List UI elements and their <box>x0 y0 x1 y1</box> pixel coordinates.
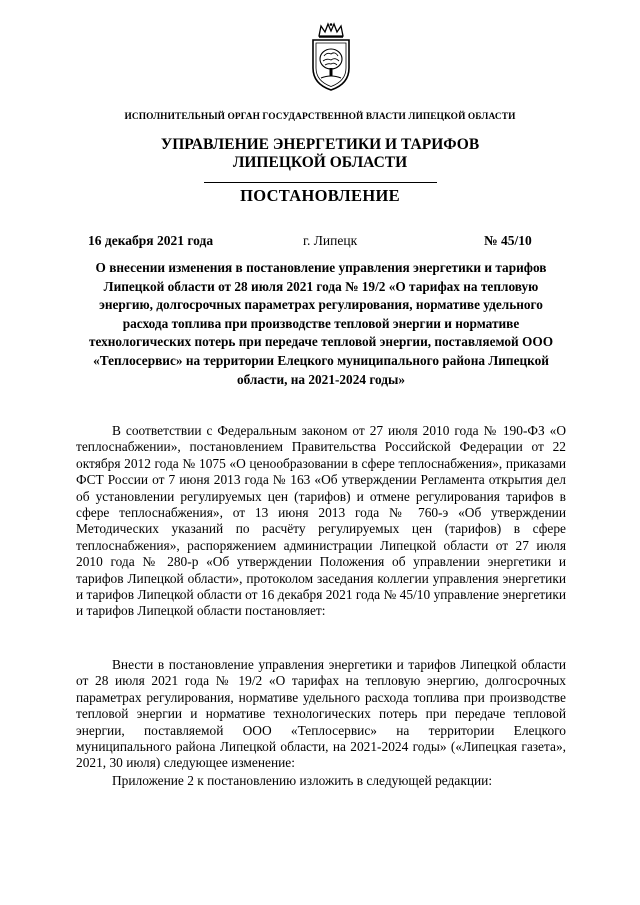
agency-name-line-1: УПРАВЛЕНИЕ ЭНЕРГЕТИКИ И ТАРИФОВ <box>160 136 480 153</box>
paragraph-legal-basis: В соответствии с Федеральным законом от 27 июля 2010 года № 190-ФЗ «О теплоснабжении», постановлением Правительства Российской Федерации от 22 октября 2012 года № 1075 «О ценообразовании в сфере теплоснабжения», приказами ФСТ России от 7 июня 2013 года № 163 «Об утверждении Регламента открытия дел об установлении регулируемых цен (тарифов) и отмене регулирования тарифов в сфере теплоснабжения», от 13 июня 2013 года № 760-э «Об утверждении Методических указаний по расчёту регулируемых цен (тарифов) в сфере теплоснабжения», распоряжением администрации Липецкой области от 27 июля 2010 года № 280-р «Об утверждении Положения об управлении энергетики и тарифов Липецкой области», протоколом заседания коллегии управления энергетики и тарифов Липецкой области от 16 декабря 2021 года № 45/10 управление энергетики и тарифов Липецкой области постановляет: <box>76 423 566 619</box>
header-divider <box>204 182 437 183</box>
coat-of-arms-icon <box>307 22 355 92</box>
agency-name-line-2: ЛИПЕЦКОЙ ОБЛАСТИ <box>232 154 408 171</box>
document-date: 16 декабря 2021 года <box>88 233 214 248</box>
document-city: г. Липецк <box>303 233 358 248</box>
paragraph-appendix-note: Приложение 2 к постановлению изложить в следующей редакции: <box>112 773 493 788</box>
document-number: № 45/10 <box>484 233 532 248</box>
document-subject: О внесении изменения в постановление управления энергетики и тарифов Липецкой области от 28 июля 2021 года № 19/2 «О тарифах на тепловую энергию, долгосрочных параметрах регулирования, нормативе удельного расхода топлива при производстве тепловой энергии и нормативе технологических потерь при передаче тепловой энергии, поставляемой ООО «Теплосервис» на территории Елецкого муниципального района Липецкой области, на 2021-2024 годы» <box>88 260 554 387</box>
document-type-title: ПОСТАНОВЛЕНИЕ <box>240 186 400 205</box>
paragraph-amendment: Внести в постановление управления энергетики и тарифов Липецкой области от 28 июля 2021 года № 19/2 «О тарифах на тепловую энергию, долгосрочных параметрах регулирования, нормативе удельного расхода топлива при производстве тепловой энергии и нормативе технологических потерь при передаче тепловой энергии, поставляемой ООО «Теплосервис» на территории Елецкого муниципального района Липецкой области, на 2021-2024 годы» («Липецкая газета», 2021, 30 июля) следующее изменение: <box>76 657 566 771</box>
issuing-authority-line: ИСПОЛНИТЕЛЬНЫЙ ОРГАН ГОСУДАРСТВЕННОЙ ВЛАСТИ ЛИПЕЦКОЙ ОБЛАСТИ <box>124 112 516 122</box>
